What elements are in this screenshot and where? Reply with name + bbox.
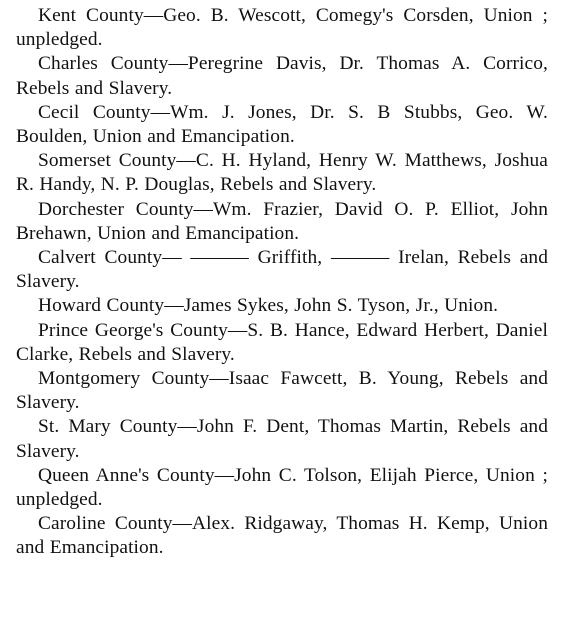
county-entry-caroline: Caroline County—Alex. Ridgaway, Thomas H. Kemp, Union and Emancipation. (16, 513, 548, 559)
county-entry-howard: Howard County—James Sykes, John S. Tyson, Jr., Union. (38, 295, 499, 317)
county-entry-dorchester: Dorchester County—Wm. Frazier, David O. P. Elliot, John Brehawn, Union and Emancipation. (16, 198, 548, 244)
county-entry-kent: Kent County—Geo. B. Wescott, Comegy's Corsden, Union ; unpledged. (16, 5, 548, 51)
county-entry-queen-annes: Queen Anne's County—John C. Tolson, Elijah Pierce, Union ; unpledged. (16, 464, 548, 511)
newspaper-column (16, 4, 548, 561)
county-entry-prince-georges: Prince George's County—S. B. Hance, Edward Herbert, Daniel Clarke, Rebels and Slavery. (16, 319, 548, 365)
county-entry-somerset: Somerset County—C. H. Hyland, Henry W. Matthews, Joshua R. Handy, N. P. Douglas, Rebels and Slavery. (16, 150, 548, 196)
county-entry-cecil: Cecil County—Wm. J. Jones, Dr. S. B Stubbs, Geo. W. Boulden, Union and Emancipation. (16, 101, 548, 148)
county-entry-st-mary: St. Mary County—John F. Dent, Thomas Martin, Rebels and Slavery. (16, 416, 548, 462)
county-entry-charles: Charles County—Peregrine Davis, Dr. Thomas A. Corrico, Rebels and Slavery. (16, 53, 548, 99)
county-entry-montgomery: Montgomery County—Isaac Fawcett, B. Young, Rebels and Slavery. (16, 368, 548, 414)
county-entry-calvert: Calvert County— ——— Griffith, ——— Irelan, Rebels and Slavery. (16, 247, 548, 293)
